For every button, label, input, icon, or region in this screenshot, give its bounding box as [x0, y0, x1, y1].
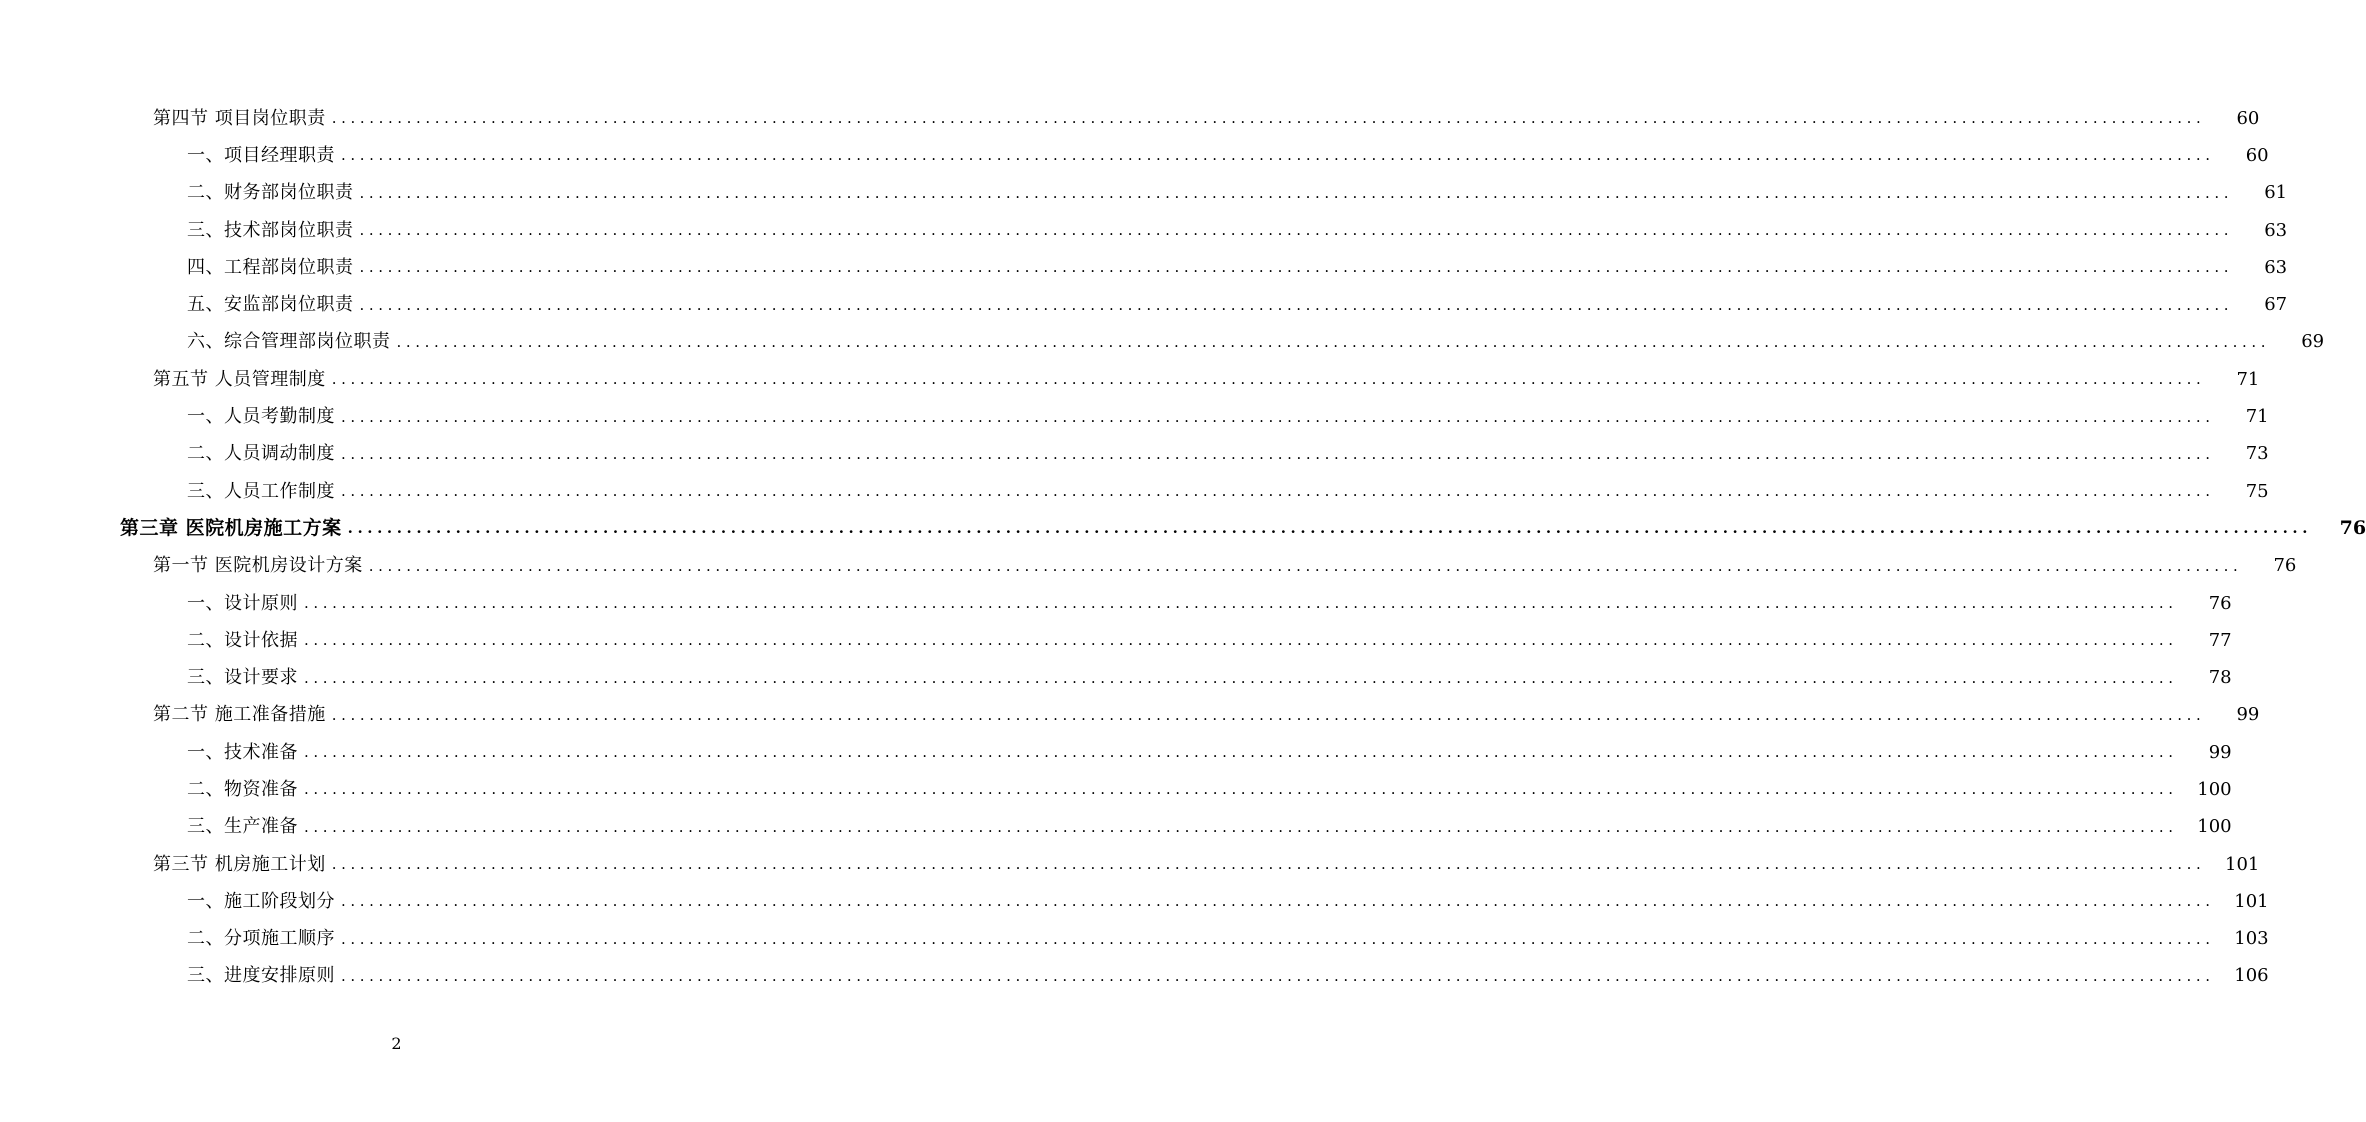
- toc-entry-label: 三、设计要求: [187, 667, 298, 689]
- toc-subsection-entry[interactable]: [0, 809, 2232, 846]
- toc-subsection-entry[interactable]: [0, 622, 2232, 659]
- toc-entry-page-number: 60: [2245, 144, 2269, 166]
- table-of-contents: [0, 100, 2366, 995]
- toc-dot-leader: ........................................................................................................................................................................................................: [304, 743, 2178, 762]
- toc-entry-label: 二、分项施工顺序: [187, 928, 335, 950]
- toc-dot-leader: ........................................................................................................................................................................................................: [331, 109, 2206, 128]
- toc-entry-label: 三、技术部岗位职责: [187, 219, 354, 241]
- toc-entry-page-number: 71: [2236, 368, 2260, 390]
- toc-subsection-entry[interactable]: [0, 436, 2269, 473]
- toc-entry-label: 一、技术准备: [187, 741, 298, 763]
- toc-dot-leader: ........................................................................................................................................................................................................: [359, 183, 2234, 202]
- toc-subsection-entry[interactable]: [0, 921, 2269, 958]
- toc-dot-leader: ........................................................................................................................................................................................................: [331, 855, 2206, 874]
- toc-entry-page-number: 106: [2234, 965, 2269, 987]
- toc-subsection-entry[interactable]: [0, 324, 2325, 361]
- toc-entry-label: 第一节 医院机房设计方案: [153, 555, 363, 577]
- toc-entry-page-number: 103: [2234, 928, 2269, 950]
- toc-subsection-entry[interactable]: [0, 734, 2232, 771]
- toc-entry-label: 六、综合管理部岗位职责: [187, 331, 391, 353]
- toc-entry-label: 一、项目经理职责: [187, 144, 335, 166]
- toc-dot-leader: ........................................................................................................................................................................................................: [341, 966, 2215, 985]
- toc-dot-leader: ........................................................................................................................................................................................................: [331, 705, 2206, 724]
- toc-dot-leader: ........................................................................................................................................................................................................: [359, 295, 2234, 314]
- toc-entry-label: 第三章 医院机房施工方案: [120, 517, 342, 540]
- toc-entry-label: 第五节 人员管理制度: [153, 368, 326, 390]
- toc-dot-leader: ........................................................................................................................................................................................................: [341, 482, 2215, 501]
- toc-entry-label: 四、工程部岗位职责: [187, 256, 354, 278]
- toc-entry-label: 三、生产准备: [187, 816, 298, 838]
- toc-subsection-entry[interactable]: [0, 659, 2232, 696]
- toc-dot-leader: ........................................................................................................................................................................................................: [341, 892, 2215, 911]
- toc-subsection-entry[interactable]: [0, 175, 2288, 212]
- toc-subsection-entry[interactable]: [0, 212, 2288, 249]
- toc-section-entry[interactable]: [0, 361, 2260, 398]
- toc-section-entry[interactable]: [0, 100, 2260, 137]
- toc-entry-page-number: 73: [2245, 443, 2269, 465]
- toc-dot-leader: ........................................................................................................................................................................................................: [341, 444, 2215, 463]
- toc-dot-leader: ........................................................................................................................................................................................................: [341, 929, 2215, 948]
- toc-entry-page-number: 61: [2264, 182, 2288, 204]
- toc-entry-label: 五、安监部岗位职责: [187, 294, 354, 316]
- toc-entry-page-number: 76: [2273, 555, 2297, 577]
- toc-entry-label: 第四节 项目岗位职责: [153, 107, 326, 129]
- toc-section-entry[interactable]: [0, 697, 2260, 734]
- toc-entry-page-number: 77: [2208, 629, 2232, 651]
- toc-entry-label: 一、设计原则: [187, 592, 298, 614]
- toc-entry-page-number: 67: [2264, 294, 2288, 316]
- toc-dot-leader: ........................................................................................................................................................................................................: [304, 631, 2178, 650]
- toc-entry-page-number: 63: [2264, 219, 2288, 241]
- toc-entry-page-number: 75: [2245, 480, 2269, 502]
- toc-entry-label: 一、施工阶段划分: [187, 890, 335, 912]
- toc-chapter-entry[interactable]: [0, 510, 2366, 547]
- toc-entry-page-number: 100: [2197, 778, 2232, 800]
- toc-section-entry[interactable]: [0, 846, 2260, 883]
- toc-entry-label: 二、物资准备: [187, 778, 298, 800]
- toc-entry-label: 二、人员调动制度: [187, 443, 335, 465]
- toc-entry-label: 第三节 机房施工计划: [153, 853, 326, 875]
- toc-dot-leader: ........................................................................................................................................................................................................: [347, 519, 2313, 538]
- toc-entry-page-number: 76: [2208, 592, 2232, 614]
- toc-entry-page-number: 78: [2208, 667, 2232, 689]
- toc-dot-leader: ........................................................................................................................................................................................................: [396, 332, 2271, 351]
- toc-entry-label: 三、人员工作制度: [187, 480, 335, 502]
- toc-entry-page-number: 100: [2197, 816, 2232, 838]
- page-number: 2: [391, 1034, 402, 1053]
- toc-entry-page-number: 101: [2234, 890, 2269, 912]
- toc-entry-page-number: 60: [2236, 107, 2260, 129]
- toc-subsection-entry[interactable]: [0, 883, 2269, 920]
- toc-entry-label: 二、财务部岗位职责: [187, 182, 354, 204]
- toc-entry-page-number: 71: [2245, 406, 2269, 428]
- toc-entry-label: 三、进度安排原则: [187, 965, 335, 987]
- toc-entry-page-number: 76: [2339, 517, 2366, 540]
- toc-entry-page-number: 69: [2301, 331, 2325, 353]
- toc-subsection-entry[interactable]: [0, 771, 2232, 808]
- toc-dot-leader: ........................................................................................................................................................................................................: [304, 780, 2178, 799]
- toc-entry-label: 一、人员考勤制度: [187, 406, 335, 428]
- toc-entry-page-number: 101: [2225, 853, 2260, 875]
- toc-dot-leader: ........................................................................................................................................................................................................: [341, 146, 2215, 165]
- toc-entry-page-number: 99: [2236, 704, 2260, 726]
- toc-dot-leader: ........................................................................................................................................................................................................: [341, 407, 2215, 426]
- toc-dot-leader: ........................................................................................................................................................................................................: [304, 594, 2178, 612]
- toc-dot-leader: ........................................................................................................................................................................................................: [331, 370, 2206, 389]
- toc-subsection-entry[interactable]: [0, 286, 2288, 323]
- toc-dot-leader: ........................................................................................................................................................................................................: [359, 258, 2234, 277]
- toc-dot-leader: ........................................................................................................................................................................................................: [304, 668, 2178, 687]
- toc-subsection-entry[interactable]: [0, 473, 2269, 510]
- toc-entry-page-number: 99: [2208, 741, 2232, 763]
- toc-entry-label: 第二节 施工准备措施: [153, 704, 326, 726]
- toc-dot-leader: ........................................................................................................................................................................................................: [304, 817, 2178, 836]
- toc-subsection-entry[interactable]: [0, 137, 2269, 174]
- toc-dot-leader: ........................................................................................................................................................................................................: [368, 556, 2243, 575]
- toc-subsection-entry[interactable]: [0, 398, 2269, 435]
- toc-section-entry[interactable]: [0, 548, 2297, 585]
- toc-entry-label: 二、设计依据: [187, 629, 298, 651]
- toc-dot-leader: ........................................................................................................................................................................................................: [359, 221, 2234, 240]
- toc-subsection-entry[interactable]: [0, 958, 2269, 995]
- toc-subsection-entry[interactable]: [0, 585, 2232, 622]
- toc-entry-page-number: 63: [2264, 256, 2288, 278]
- toc-subsection-entry[interactable]: [0, 249, 2288, 286]
